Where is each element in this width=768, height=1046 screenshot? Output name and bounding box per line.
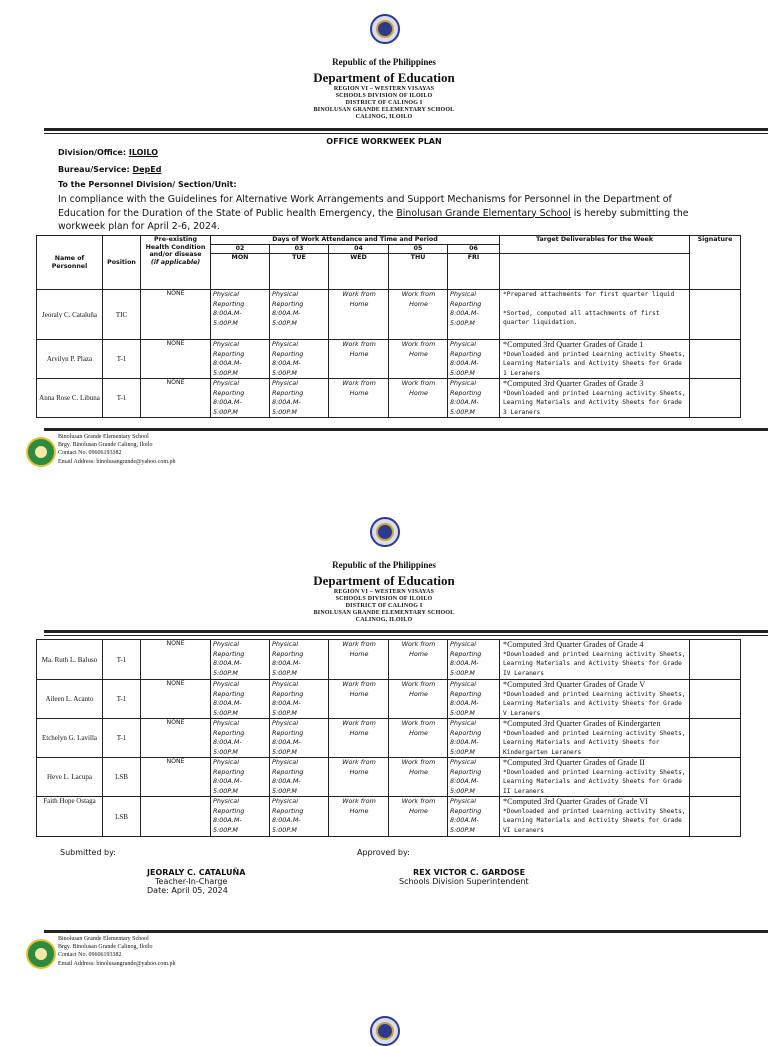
signature-cell [690, 797, 741, 837]
target-lead: *Computed 3rd Quarter Grades of Grade 4 [503, 640, 644, 649]
table-row [37, 758, 741, 797]
header-rule [44, 128, 768, 131]
target-line: *Downloaded and printed Learning activity Sheets, Learning Materials and Activity Sheets for Grade 1 Leraners [503, 350, 686, 377]
tue-schedule: Physical Reporting 8:00A.M- 5:00P.M [270, 758, 329, 797]
personnel-condition: NONE [141, 290, 211, 340]
footer-line: Brgy. Binolusan Grande Calinog, Iloilo [58, 442, 153, 449]
target-line: *Downloaded and printed Learning activity Sheets, Learning Materials and Activity Sheets for Grade V Leraners [503, 690, 686, 717]
signature-cell [690, 758, 741, 797]
department-title: Department of Education [313, 573, 455, 588]
tue-schedule: Physical Reporting 8:00A.M- 5:00P.M [270, 640, 329, 680]
division-label: Division/Office: [58, 148, 127, 157]
fri-schedule: Physical Reporting 8:00A.M- 5:00P.M [448, 340, 500, 379]
division-value: ILOILO [128, 148, 159, 157]
mon-schedule: Physical Reporting 8:00A.M- 5:00P.M [211, 758, 270, 797]
tue-schedule: Physical Reporting 8:00A.M- 5:00P.M [270, 379, 329, 418]
table-row [37, 379, 741, 418]
footer-rule [44, 428, 768, 431]
footer-page2 [58, 935, 176, 968]
location-line: CALINOG, ILOILO [355, 114, 413, 120]
target-deliverables [500, 680, 690, 719]
target-line: *Downloaded and printed Learning activity Sheets, Learning Materials and Activity Sheets for Grade IV Leraners [503, 650, 686, 677]
personnel-name: Arvilyn P. Plaza [37, 340, 103, 379]
location-line: CALINOG, ILOILO [355, 617, 413, 623]
wed-schedule: Work from Home [329, 719, 389, 758]
submitter-title: Teacher-In-Charge [155, 877, 228, 886]
intro-paragraph [58, 193, 710, 234]
header-condition-note: (if applicable) [150, 258, 201, 266]
deped-seal-icon [370, 14, 400, 44]
personnel-condition: NONE [141, 719, 211, 758]
table-row [37, 797, 741, 837]
deped-seal-icon [370, 517, 400, 547]
personnel-position: T-1 [103, 340, 141, 379]
bureau-value: DepEd [132, 165, 162, 174]
district-line: DISTRICT OF CALINOG I [345, 603, 423, 609]
target-deliverables [500, 340, 690, 379]
personnel-position: T-1 [103, 719, 141, 758]
header-condition [141, 236, 211, 290]
personnel-position: TIC [103, 290, 141, 340]
mon-schedule: Physical Reporting 8:00A.M- 5:00P.M [211, 797, 270, 837]
department-title: Department of Education [313, 70, 455, 85]
wed-schedule: Work from Home [329, 797, 389, 837]
target-blank [500, 254, 690, 290]
footer-line: Contact No. 09606193382 [58, 952, 122, 959]
approved-by-label: Approved by: [357, 848, 410, 857]
header-signature: Signature [690, 236, 741, 290]
target-deliverables [500, 640, 690, 680]
tue-schedule: Physical Reporting 8:00A.M- 5:00P.M [270, 797, 329, 837]
submitted-by-label: Submitted by: [60, 848, 116, 857]
wed-schedule: Work from Home [329, 640, 389, 680]
personnel-name: Jeoraly C. Cataluña [37, 290, 103, 340]
submitter-block [147, 868, 245, 895]
personnel-name: Aileen L. Acanto [37, 680, 103, 719]
republic-line: Republic of the Philippines [332, 57, 436, 67]
personnel-name: Etchelyn G. Lavilla [37, 719, 103, 758]
thu-schedule: Work from Home [389, 680, 448, 719]
signature-cell [690, 640, 741, 680]
fri-schedule: Physical Reporting 8:00A.M- 5:00P.M [448, 719, 500, 758]
personnel-name: Faith Hope Ostaga [37, 797, 103, 837]
personnel-position: LSB [103, 758, 141, 797]
footer-line: Binolusan Grande Elementary School [58, 936, 149, 942]
target-lead: *Computed 3rd Quarter Grades of Grade 1 [503, 340, 644, 349]
mon-schedule: Physical Reporting 8:00A.M- 5:00P.M [211, 640, 270, 680]
signature-cell [690, 719, 741, 758]
target-deliverables [500, 379, 690, 418]
division-field [58, 148, 158, 157]
date-06: 06 [448, 245, 500, 254]
weekday-tue: TUE [270, 254, 329, 290]
footer-line: Binolusan Grande Elementary School [58, 434, 149, 440]
target-lead: *Computed 3rd Quarter Grades of Kindergarten [503, 719, 661, 728]
header-rule-thin [44, 133, 768, 134]
date-04: 04 [329, 245, 389, 254]
personnel-position: T-1 [103, 640, 141, 680]
table-row [37, 680, 741, 719]
wed-schedule: Work from Home [329, 290, 389, 340]
workweek-table-page1 [36, 235, 741, 418]
fri-schedule: Physical Reporting 8:00A.M- 5:00P.M [448, 379, 500, 418]
school-logo-icon [26, 437, 56, 467]
target-spacer [503, 300, 688, 309]
weekday-mon: MON [211, 254, 270, 290]
division-line: SCHOOLS DIVISION OF ILOILO [335, 596, 433, 602]
personnel-condition: NONE [141, 640, 211, 680]
personnel-position: T-1 [103, 379, 141, 418]
target-line: *Downloaded and printed Learning activity Sheets, Learning Materials and Activity Sheets for Kindergarten Leraners [503, 729, 686, 756]
republic-line: Republic of the Philippines [332, 560, 436, 570]
weekday-thu: THU [389, 254, 448, 290]
school-logo-icon [26, 939, 56, 969]
target-line: *Downloaded and printed Learning activity Sheets, Learning Materials and Activity Sheets for Grade VI Leraners [503, 807, 686, 834]
signature-cell [690, 340, 741, 379]
target-line: *Downloaded and printed Learning activity Sheets, Learning Materials and Activity Sheets for Grade 3 Leraners [503, 389, 686, 416]
target-lead: *Computed 3rd Quarter Grades of Grade II [503, 758, 645, 767]
fri-schedule: Physical Reporting 8:00A.M- 5:00P.M [448, 640, 500, 680]
header-condition-text: Pre-existing Health Condition and/or disease [145, 236, 206, 258]
tue-schedule: Physical Reporting 8:00A.M- 5:00P.M [270, 719, 329, 758]
header-position: Position [103, 236, 141, 290]
target-line: *Downloaded and printed Learning activity Sheets, Learning Materials and Activity Sheets for Grade II Leraners [503, 768, 686, 795]
document-title: OFFICE WORKWEEK PLAN [326, 137, 442, 146]
target-deliverables [500, 797, 690, 837]
letterhead-page2 [0, 560, 768, 624]
footer-line: Brgy. Binolusan Grande Calinog, Iloilo [58, 944, 153, 951]
fri-schedule: Physical Reporting 8:00A.M- 5:00P.M [448, 758, 500, 797]
mon-schedule: Physical Reporting 8:00A.M- 5:00P.M [211, 719, 270, 758]
wed-schedule: Work from Home [329, 758, 389, 797]
signature-cell [690, 379, 741, 418]
header-days: Days of Work Attendance and Time and Period [211, 236, 500, 245]
fri-schedule: Physical Reporting 8:00A.M- 5:00P.M [448, 797, 500, 837]
tue-schedule: Physical Reporting 8:00A.M- 5:00P.M [270, 680, 329, 719]
submitter-name: JEORALY C. CATALUÑA [147, 868, 246, 877]
target-line: *Sorted, computed all attachments of first quarter liquidation. [503, 309, 660, 326]
weekday-fri: FRI [448, 254, 500, 290]
thu-schedule: Work from Home [389, 640, 448, 680]
target-deliverables [500, 758, 690, 797]
header-rule [44, 630, 768, 633]
signature-cell [690, 680, 741, 719]
thu-schedule: Work from Home [389, 379, 448, 418]
approver-title: Schools Division Superintendent [399, 877, 529, 886]
wed-schedule: Work from Home [329, 680, 389, 719]
personnel-condition [141, 797, 211, 837]
personnel-condition: NONE [141, 680, 211, 719]
footer-line: Contact No. 09606193382 [58, 450, 122, 457]
fri-schedule: Physical Reporting 8:00A.M- 5:00P.M [448, 680, 500, 719]
table-row [37, 340, 741, 379]
thu-schedule: Work from Home [389, 797, 448, 837]
wed-schedule: Work from Home [329, 379, 389, 418]
target-deliverables [500, 290, 690, 340]
table-row [37, 290, 741, 340]
school-line: BINOLUSAN GRANDE ELEMENTARY SCHOOL [313, 107, 455, 113]
footer-rule [44, 930, 768, 933]
deped-seal-icon [370, 1016, 400, 1046]
footer-page1 [58, 433, 176, 466]
mon-schedule: Physical Reporting 8:00A.M- 5:00P.M [211, 680, 270, 719]
target-lead: *Computed 3rd Quarter Grades of Grade VI [503, 797, 648, 806]
district-line: DISTRICT OF CALINOG I [345, 100, 423, 106]
table-row [37, 640, 741, 680]
thu-schedule: Work from Home [389, 340, 448, 379]
date-05: 05 [389, 245, 448, 254]
personnel-position: T-1 [103, 680, 141, 719]
target-lead: *Computed 3rd Quarter Grades of Grade V [503, 680, 646, 689]
intro-before: In compliance with the Guidelines for Alternative Work Arrangements and Support Mechanisms for Personnel in the Department of Education for the Duration of the State of Public health Emergency, the [58, 194, 672, 219]
header-rule-thin [44, 635, 768, 636]
approver-name: REX VICTOR C. GARDOSE [413, 868, 526, 877]
header-target: Target Deliverables for the Week [500, 236, 690, 254]
personnel-condition: NONE [141, 340, 211, 379]
submission-date: Date: April 05, 2024 [147, 886, 228, 895]
region-line: REGION VI – WESTERN VISAYAS [333, 86, 435, 92]
signature-cell [690, 290, 741, 340]
thu-schedule: Work from Home [389, 290, 448, 340]
region-line: REGION VI – WESTERN VISAYAS [333, 589, 435, 595]
table-row [37, 719, 741, 758]
bureau-field [58, 165, 161, 174]
personnel-name: Anna Rose C. Libuna [37, 379, 103, 418]
header-name: Name of Personnel [37, 236, 103, 290]
fri-schedule: Physical Reporting 8:00A.M- 5:00P.M [448, 290, 500, 340]
personnel-condition: NONE [141, 379, 211, 418]
intro-school: Binolusan Grande Elementary School [396, 207, 571, 219]
mon-schedule: Physical Reporting 8:00A.M- 5:00P.M [211, 340, 270, 379]
personnel-position: LSB [103, 797, 141, 837]
tue-schedule: Physical Reporting 8:00A.M- 5:00P.M [270, 290, 329, 340]
wed-schedule: Work from Home [329, 340, 389, 379]
mon-schedule: Physical Reporting 8:00A.M- 5:00P.M [211, 290, 270, 340]
weekday-wed: WED [329, 254, 389, 290]
tue-schedule: Physical Reporting 8:00A.M- 5:00P.M [270, 340, 329, 379]
personnel-name: Ma. Ruth L. Baluso [37, 640, 103, 680]
personnel-name: Heve L. Lacupa [37, 758, 103, 797]
footer-line: Email Address: binolusangrande@yahoo.com.ph [58, 458, 176, 465]
personnel-unit-label: To the Personnel Division/ Section/Unit: [58, 180, 237, 189]
thu-schedule: Work from Home [389, 719, 448, 758]
footer-line: Email Address: binolusangrande@yahoo.com.ph [58, 960, 176, 967]
workweek-table-page2 [36, 639, 741, 837]
target-line: *Prepared attachments for first quarter liquid [503, 291, 675, 298]
thu-schedule: Work from Home [389, 758, 448, 797]
date-03: 03 [270, 245, 329, 254]
bureau-label: Bureau/Service: [58, 165, 130, 174]
personnel-condition: NONE [141, 758, 211, 797]
target-lead: *Computed 3rd Quarter Grades of Grade 3 [503, 379, 644, 388]
approver-block [399, 868, 529, 886]
date-02: 02 [211, 245, 270, 254]
intro-after: is hereby submitting the workweek plan for April 2-6, 2024. [58, 207, 689, 232]
target-deliverables [500, 719, 690, 758]
letterhead-page1 [0, 57, 768, 121]
division-line: SCHOOLS DIVISION OF ILOILO [335, 93, 433, 99]
mon-schedule: Physical Reporting 8:00A.M- 5:00P.M [211, 379, 270, 418]
school-line: BINOLUSAN GRANDE ELEMENTARY SCHOOL [313, 610, 455, 616]
